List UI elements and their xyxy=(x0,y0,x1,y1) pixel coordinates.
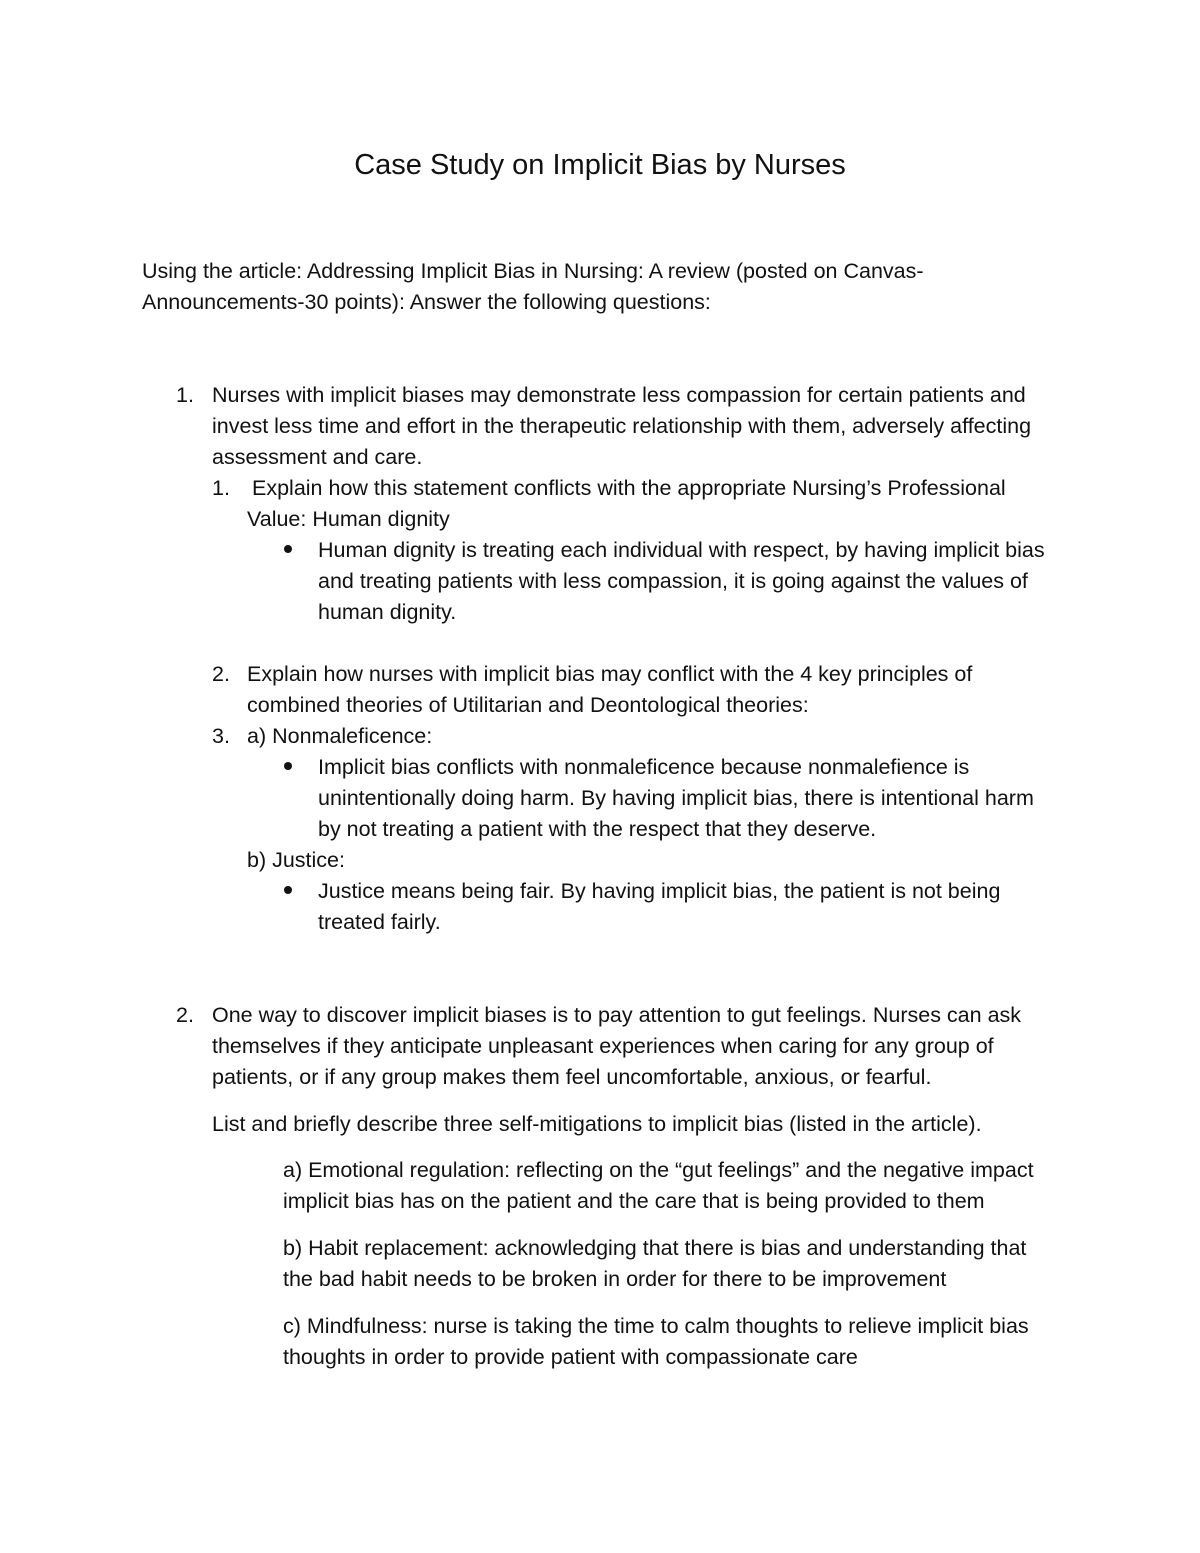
q2-answer-c-line-1: c) Mindfulness: nurse is taking the time to calm thoughts to relieve implicit bias xyxy=(283,1314,1029,1338)
q1-number: 1. xyxy=(176,383,194,407)
page-title: Case Study on Implicit Bias by Nurses xyxy=(354,149,846,181)
q1-sub1-line-1: Explain how this statement conflicts with the appropriate Nursing’s Professional xyxy=(252,476,1006,500)
q2-answer-a-line-1: a) Emotional regulation: reflecting on the “gut feelings” and the negative impact xyxy=(283,1158,1034,1182)
q1-sub1-number: 1. xyxy=(212,476,230,500)
q2-line-2: themselves if they anticipate unpleasant experiences when caring for any group of xyxy=(212,1034,994,1058)
q2-prompt: List and briefly describe three self-mitigations to implicit bias (listed in the article). xyxy=(212,1112,982,1136)
q1-sub2-number: 2. xyxy=(212,662,230,686)
q2-number: 2. xyxy=(176,1003,194,1027)
q1-sub3-bullet-line-2: unintentionally doing harm. By having implicit bias, there is intentional harm xyxy=(318,786,1034,810)
q1-justice-bullet-line-2: treated fairly. xyxy=(318,910,441,934)
q1-line-2: invest less time and effort in the therapeutic relationship with them, adversely affecting xyxy=(212,414,1032,438)
q1-sub1-bullet-line-2: and treating patients with less compassion, it is going against the values of xyxy=(318,569,1028,593)
q2-answer-b-line-2: the bad habit needs to be broken in order for there to be improvement xyxy=(283,1267,947,1291)
q1-line-3: assessment and care. xyxy=(212,445,423,469)
q2-answer-b-line-1: b) Habit replacement: acknowledging that there is bias and understanding that xyxy=(283,1236,1027,1260)
intro-line-2: Announcements-30 points): Answer the following questions: xyxy=(142,290,711,314)
q1-sub1-line-2: Value: Human dignity xyxy=(247,507,450,531)
q1-sub3-label: a) Nonmaleficence: xyxy=(247,724,433,748)
q1-sub2-line-1: Explain how nurses with implicit bias may conflict with the 4 key principles of xyxy=(247,662,973,686)
bullet-dot xyxy=(284,762,292,770)
q1-sub3-bullet-line-1: Implicit bias conflicts with nonmaleficence because nonmalefience is xyxy=(318,755,970,779)
q1-sub1-bullet-line-3: human dignity. xyxy=(318,600,457,624)
bullet-dot xyxy=(284,886,292,894)
q1-sub3-number: 3. xyxy=(212,724,230,748)
q1-sub1-bullet-line-1: Human dignity is treating each individual with respect, by having implicit bias xyxy=(318,538,1045,562)
q2-answer-c-line-2: thoughts in order to provide patient with compassionate care xyxy=(283,1345,858,1369)
q1-justice-bullet-line-1: Justice means being fair. By having implicit bias, the patient is not being xyxy=(318,879,1001,903)
bullet-dot xyxy=(284,545,292,553)
q1-line-1: Nurses with implicit biases may demonstrate less compassion for certain patients and xyxy=(212,383,1026,407)
q1-justice-label: b) Justice: xyxy=(247,848,345,872)
q2-line-1: One way to discover implicit biases is to pay attention to gut feelings. Nurses can ask xyxy=(212,1003,1022,1027)
q1-sub2-line-2: combined theories of Utilitarian and Deontological theories: xyxy=(247,693,809,717)
q2-line-3: patients, or if any group makes them feel uncomfortable, anxious, or fearful. xyxy=(212,1065,932,1089)
q1-sub3-bullet-line-3: by not treating a patient with the respect that they deserve. xyxy=(318,817,877,841)
intro-line-1: Using the article: Addressing Implicit Bias in Nursing: A review (posted on Canvas- xyxy=(142,259,924,283)
q2-answer-a-line-2: implicit bias has on the patient and the care that is being provided to them xyxy=(283,1189,985,1213)
